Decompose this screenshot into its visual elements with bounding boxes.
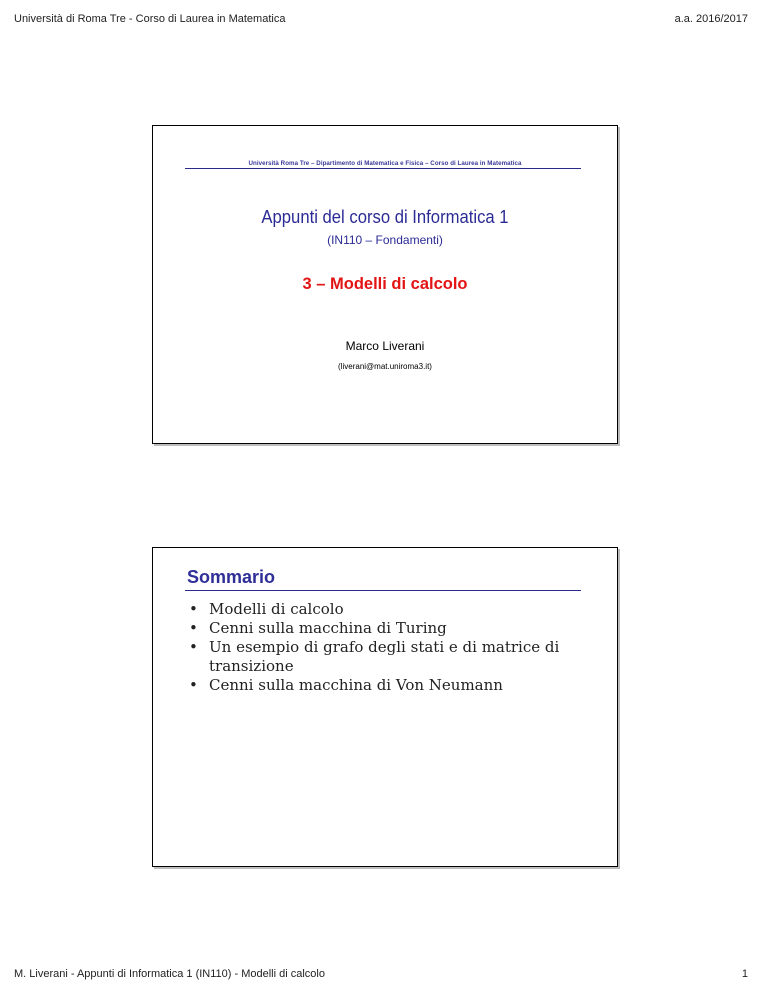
list-item (189, 676, 597, 695)
list-item-text: Un esempio di grafo degli stati e di matrice di transizione (209, 638, 560, 675)
author-email: (liverani@mat.uniroma3.it) (338, 362, 432, 371)
slide-summary (152, 547, 618, 867)
bullet-icon: • (189, 600, 198, 618)
list-item (189, 619, 597, 638)
course-title: Appunti del corso di Informatica 1 (261, 206, 509, 227)
author-name: Marco Liverani (345, 339, 425, 353)
list-item (189, 638, 597, 676)
slide-department-line: Università Roma Tre – Dipartimento di Matematica e Fisica – Corso di Laurea in Matematica (248, 160, 522, 167)
page-footer-title: M. Liverani - Appunti di Informatica 1 (IN110) - Modelli di calcolo (14, 968, 325, 980)
slide-divider (185, 168, 581, 169)
bullet-icon: • (189, 619, 198, 637)
page-header-year: a.a. 2016/2017 (674, 13, 748, 25)
lecture-topic: 3 – Modelli di calcolo (302, 275, 468, 293)
list-item-text: Cenni sulla macchina di Von Neumann (209, 676, 503, 694)
bullet-icon: • (189, 638, 198, 656)
slide-title (152, 125, 618, 444)
list-item-text: Cenni sulla macchina di Turing (209, 619, 447, 637)
page-number: 1 (741, 968, 748, 980)
summary-title: Sommario (187, 567, 276, 587)
list-item (189, 600, 597, 619)
list-item-text: Modelli di calcolo (209, 600, 344, 618)
bullet-icon: • (189, 676, 198, 694)
page-header-course: Università di Roma Tre - Corso di Laurea in Matematica (14, 13, 286, 25)
slide-divider (185, 590, 581, 591)
course-subtitle: (IN110 – Fondamenti) (327, 233, 443, 247)
summary-list (189, 600, 597, 695)
